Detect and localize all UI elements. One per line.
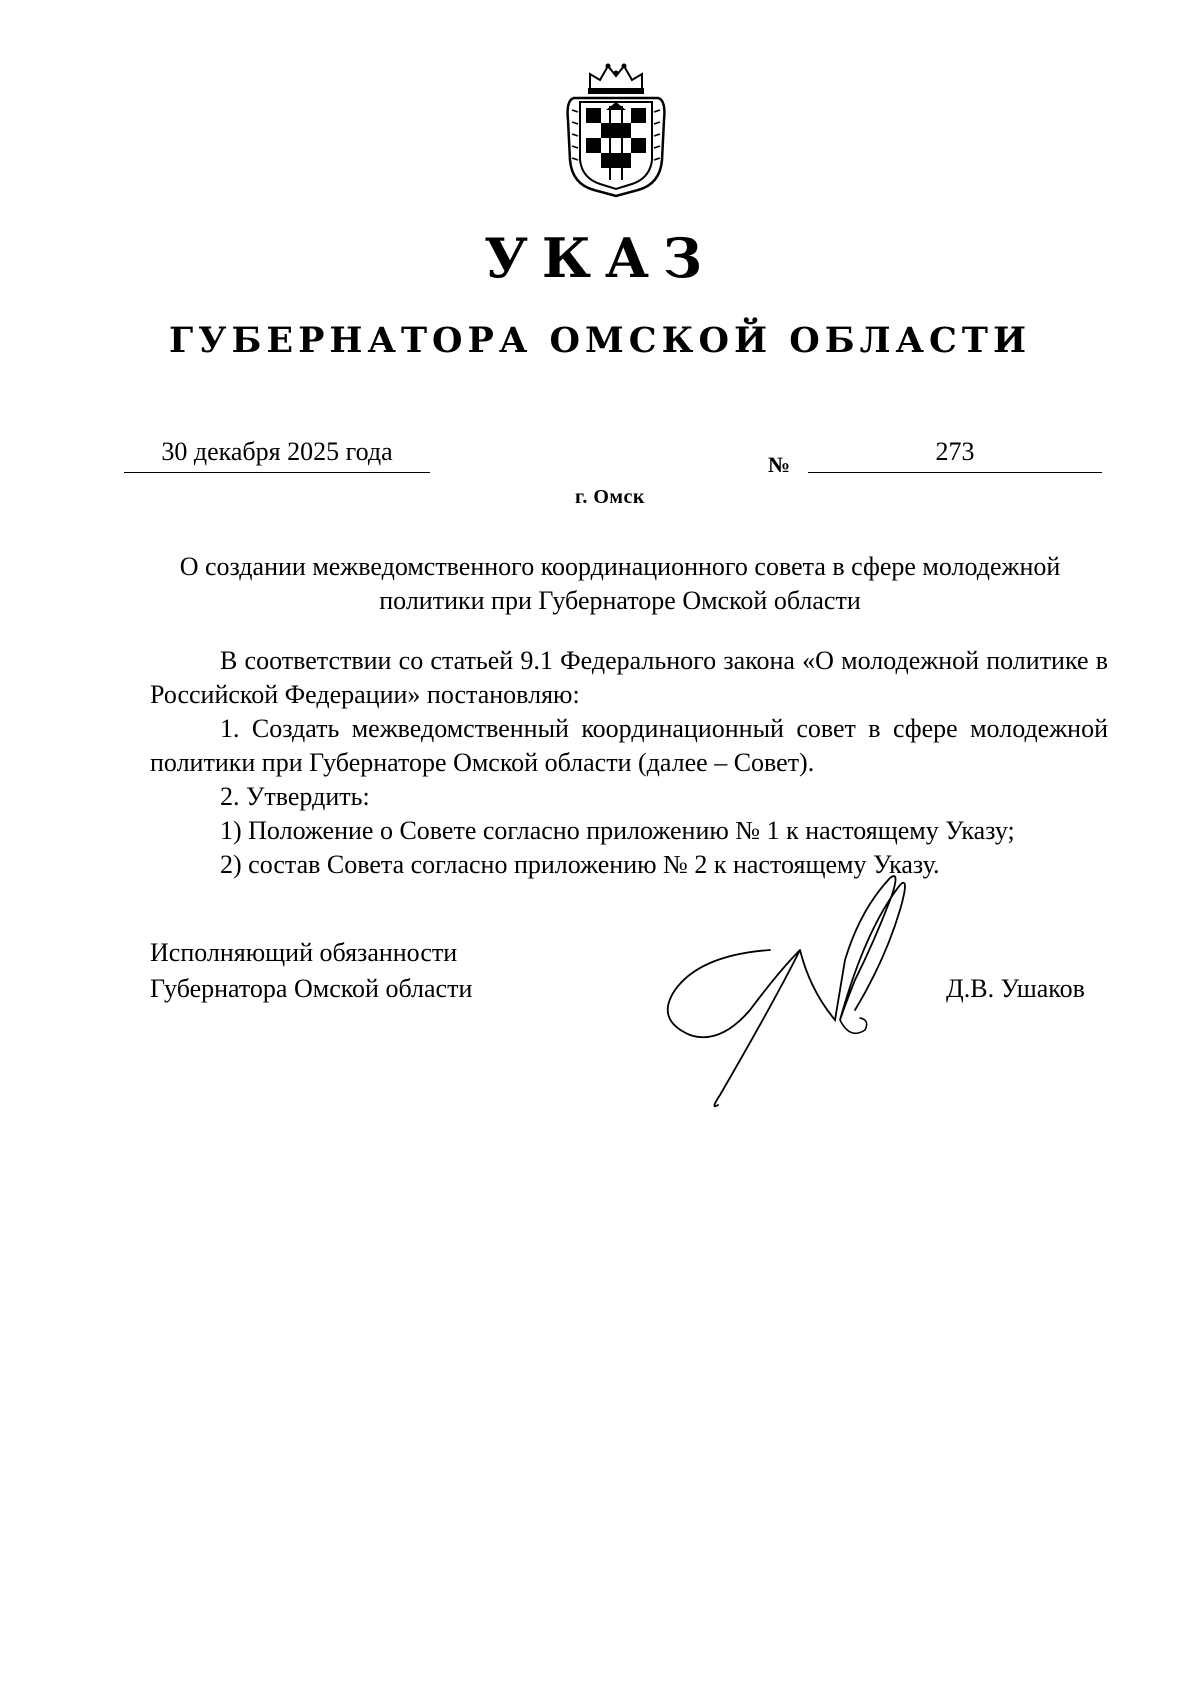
body-paragraph: 1) Положение о Совете согласно приложению № 1 к настоящему Указу;: [220, 816, 1015, 845]
body-paragraph: В соответствии со статьей 9.1 Федерального закона «О молодежной политике в Российской Федерации» постановляю:: [150, 646, 1108, 709]
document-type-title: УКАЗ: [484, 226, 716, 290]
number-sign: №: [768, 452, 791, 477]
document-subject: О создании межведомственного координационного совета в сфере молодежной политики при Губернаторе Омской области: [179, 552, 1061, 615]
issuer-title: ГУБЕРНАТОРА ОМСКОЙ ОБЛАСТИ: [168, 320, 1032, 361]
signatory-position-line: Губернатора Омской области: [150, 974, 473, 1003]
document-body: [150, 644, 1108, 882]
coat-of-arms-emblem: [560, 60, 672, 198]
body-paragraph: 2. Утвердить:: [220, 782, 370, 811]
city-label: г. Омск: [575, 486, 645, 508]
document-number: 273: [808, 432, 1102, 473]
signatory-position: [150, 935, 472, 1007]
body-paragraph: 1. Создать межведомственный координационный совет в сфере молодежной политики при Губернаторе Омской области (далее – Совет).: [150, 714, 1108, 777]
handwritten-signature: [660, 870, 960, 1120]
signatory-position-line: Исполняющий обязанности: [150, 938, 458, 967]
body-paragraph: 2) состав Совета согласно приложению № 2 к настоящему Указу.: [220, 850, 940, 879]
document-date: 30 декабря 2025 года: [124, 432, 430, 473]
signatory-name: Д.В. Ушаков: [946, 974, 1085, 1003]
